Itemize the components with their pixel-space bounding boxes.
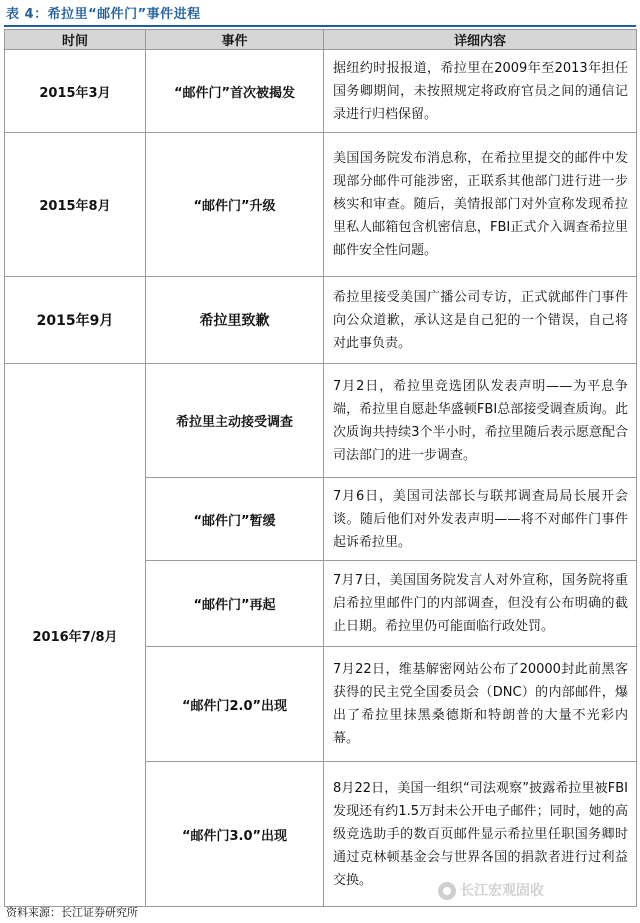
row-time: 2015年3月 [5,50,146,133]
row-detail: 7月7日，美国国务院发言人对外宣称，国务院将重启希拉里邮件门的内部调查，但没有公布明确的截止日期。希拉里仍可能面临行政处罚。 [324,561,637,647]
caption-divider [4,25,636,27]
row-event: 希拉里致歉 [146,277,324,364]
table-caption: 表 4：希拉里“邮件门”事件进程 [6,7,201,22]
watermark-text: 长江宏观固收 [460,883,544,899]
header-detail: 详细内容 [324,30,637,50]
row-detail: 7月22日，维基解密网站公布了20000封此前黑客获得的民主党全国委员会（DNC）的内部邮件，爆出了希拉里抹黑桑德斯和特朗普的大量不光彩内幕。 [324,647,637,762]
row-detail: 8月22日，美国一组织“司法观察”披露希拉里被FBI发现还有约1.5万封未公开电子邮件；同时，她的高级竞选助手的数百页邮件显示希拉里任职国务卿时通过克林顿基金会与世界各国的捐款者进行过利益交换。 [324,762,637,907]
header-event: 事件 [146,30,324,50]
row-time: 2015年9月 [5,277,146,364]
table-row [5,50,637,133]
watermark [438,880,544,900]
table-header-row [5,30,637,50]
row-detail: 美国国务院发布消息称，在希拉里提交的邮件中发现部分邮件可能涉密，正联系其他部门进行进一步核实和审查。随后，美情报部门对外宣称发现希拉里私人邮箱包含机密信息，FBI正式介入调查希拉里邮件安全性问题。 [324,133,637,277]
watermark-logo-icon [438,882,456,900]
row-time: 2016年7/8月 [5,364,146,907]
header-time: 时间 [5,30,146,50]
row-detail: 据纽约时报报道，希拉里在2009年至2013年担任国务卿期间，未按照规定将政府官员之间的通信记录进行归档保留。 [324,50,637,133]
row-detail: 7月2日，希拉里竞选团队发表声明——为平息争端，希拉里自愿赴华盛顿FBI总部接受调查质询。此次质询共持续3个半小时，希拉里随后表示愿意配合司法部门的进一步调查。 [324,364,637,478]
row-detail: 希拉里接受美国广播公司专访，正式就邮件门事件向公众道歉，承认这是自己犯的一个错误，自己将对此事负责。 [324,277,637,364]
row-event: “邮件门”首次被揭发 [146,50,324,133]
row-detail: 7月6日，美国司法部长与联邦调查局局长展开会谈。随后他们对外发表声明——将不对邮件门事件起诉希拉里。 [324,478,637,561]
row-event: “邮件门2.0”出现 [146,647,324,762]
row-event: 希拉里主动接受调查 [146,364,324,478]
row-event: “邮件门”暂缓 [146,478,324,561]
row-event: “邮件门3.0”出现 [146,762,324,907]
table-row [5,133,637,277]
row-time: 2015年8月 [5,133,146,277]
table-row [5,277,637,364]
row-event: “邮件门”再起 [146,561,324,647]
source-note: 资料来源：长江证券研究所 [6,906,138,919]
table-row [5,364,637,478]
event-timeline-table [4,29,637,907]
row-event: “邮件门”升级 [146,133,324,277]
